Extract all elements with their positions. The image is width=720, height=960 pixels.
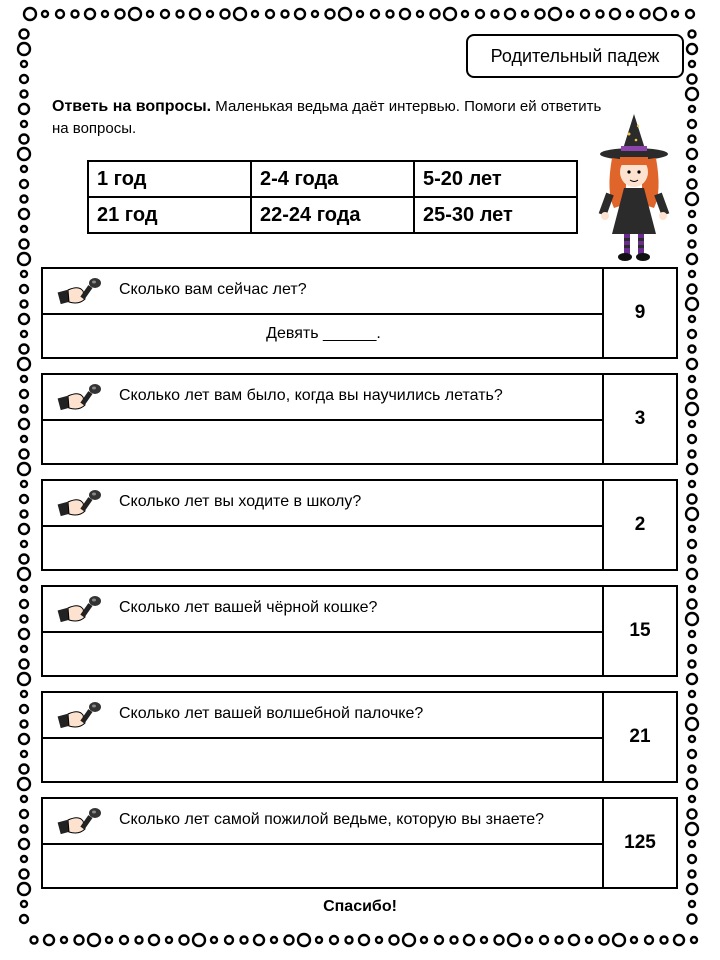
border-circle (316, 937, 322, 943)
border-circle (688, 390, 697, 399)
border-circle (19, 314, 29, 324)
border-circle (687, 359, 697, 369)
border-circle (20, 240, 29, 249)
border-circle (687, 569, 697, 579)
border-circle (20, 450, 29, 459)
question-box (41, 585, 678, 677)
border-circle (540, 936, 548, 944)
border-circle (136, 937, 143, 944)
question-box (41, 479, 678, 571)
border-circle (20, 30, 29, 39)
border-circle (20, 600, 28, 608)
border-circle (586, 937, 592, 943)
border-circle (298, 934, 310, 946)
question-divider (43, 843, 604, 845)
question-number: 15 (629, 620, 651, 641)
border-circle (597, 11, 604, 18)
question-divider (43, 631, 604, 633)
instructions-lead: Ответь на вопросы. (52, 98, 212, 115)
border-circle (21, 121, 27, 127)
border-circle (21, 436, 27, 442)
border-circle (18, 358, 30, 370)
border-circle (271, 937, 277, 943)
border-circle (689, 106, 695, 112)
border-circle (431, 10, 440, 19)
border-circle (75, 936, 84, 945)
border-circle (20, 915, 28, 923)
border-circle (691, 937, 697, 943)
microphone-hand-icon (57, 277, 105, 307)
border-circle (689, 316, 695, 322)
border-circle (403, 934, 415, 946)
border-circle (686, 403, 698, 415)
border-circle (61, 937, 67, 943)
border-circle (21, 481, 27, 487)
border-circle (686, 193, 698, 205)
border-circle (20, 660, 29, 669)
border-circle (686, 613, 698, 625)
border-circle (225, 936, 233, 944)
border-circle (688, 225, 696, 233)
border-circle (688, 855, 696, 863)
border-circle (19, 734, 29, 744)
border-circle (688, 330, 696, 338)
question-box (41, 267, 678, 359)
border-circle (688, 705, 697, 714)
border-circle (339, 8, 351, 20)
microphone-hand-icon (57, 489, 105, 519)
border-circle (581, 10, 589, 18)
border-circle (193, 934, 205, 946)
worksheet-title: Родительный падеж (466, 34, 684, 78)
question-box (41, 373, 678, 465)
border-circle (180, 936, 189, 945)
border-circle (451, 937, 458, 944)
border-circle (686, 718, 698, 730)
border-circle (19, 104, 29, 114)
border-circle (600, 936, 609, 945)
border-circle (20, 705, 28, 713)
border-circle (492, 11, 499, 18)
border-circle (20, 555, 29, 564)
border-circle (18, 463, 30, 475)
border-circle (326, 10, 335, 19)
question-number: 21 (629, 726, 651, 747)
border-circle (20, 345, 29, 354)
border-circle (21, 91, 28, 98)
border-circle (686, 10, 694, 18)
border-circle (346, 937, 353, 944)
question-number: 125 (624, 832, 656, 853)
border-circle (21, 586, 27, 592)
question-text: Сколько лет вы ходите в школу? (119, 493, 362, 510)
border-circle (20, 390, 28, 398)
border-circle (689, 211, 695, 217)
border-circle (330, 936, 338, 944)
border-circle (417, 11, 423, 17)
border-circle (20, 75, 28, 83)
border-circle (689, 241, 696, 248)
border-circle (88, 934, 100, 946)
border-circle (464, 935, 474, 945)
border-circle (102, 11, 108, 17)
border-circle (526, 937, 532, 943)
border-circle (359, 935, 369, 945)
border-circle (689, 766, 696, 773)
border-circle (18, 883, 30, 895)
border-circle (674, 935, 684, 945)
border-circle (687, 779, 697, 789)
border-circle (252, 11, 258, 17)
age-cell: 21 год (88, 197, 251, 233)
border-circle (687, 464, 697, 474)
question-text: Сколько лет вашей чёрной кошке? (119, 599, 378, 616)
border-circle (688, 600, 697, 609)
border-circle (689, 481, 695, 487)
question-divider (43, 419, 604, 421)
question-number: 3 (634, 408, 646, 429)
border-circle (610, 9, 620, 19)
border-circle (689, 526, 695, 532)
border-circle (688, 75, 697, 84)
border-circle (18, 673, 30, 685)
border-circle (400, 9, 410, 19)
border-circle (689, 661, 696, 668)
border-circle (688, 285, 697, 294)
border-circle (21, 61, 27, 67)
age-table-row (88, 197, 577, 233)
border-circle (44, 935, 54, 945)
microphone-hand-icon (57, 807, 105, 837)
border-circle (106, 937, 112, 943)
border-circle (254, 935, 264, 945)
age-cell: 1 год (88, 161, 251, 197)
border-circle (19, 524, 29, 534)
border-circle (241, 937, 248, 944)
border-circle (462, 11, 468, 17)
microphone-hand-icon (57, 383, 105, 413)
border-circle (21, 511, 28, 518)
question-text: Сколько лет самой пожилой ведьме, которую вы знаете? (119, 811, 545, 828)
border-circle (19, 839, 29, 849)
border-circle (21, 376, 27, 382)
border-circle (147, 11, 153, 17)
border-circle (190, 9, 200, 19)
border-circle (21, 751, 27, 757)
border-circle (688, 540, 696, 548)
border-circle (672, 11, 678, 17)
border-circle (161, 10, 169, 18)
border-circle (21, 721, 28, 728)
border-circle (435, 936, 443, 944)
border-circle (421, 937, 427, 943)
border-circle (641, 10, 650, 19)
border-circle (18, 568, 30, 580)
age-cell: 5-20 лет (414, 161, 577, 197)
border-circle (549, 8, 561, 20)
border-circle (689, 421, 695, 427)
border-circle (689, 691, 695, 697)
question-number: 2 (634, 514, 646, 535)
border-circle (21, 826, 28, 833)
border-circle (686, 298, 698, 310)
border-circle (688, 750, 696, 758)
border-circle (387, 11, 394, 18)
border-circle (688, 180, 697, 189)
border-circle (282, 11, 289, 18)
border-circle (21, 331, 27, 337)
border-circle (357, 11, 363, 17)
border-circle (42, 11, 48, 17)
border-circle (120, 936, 128, 944)
border-circle (20, 765, 29, 774)
border-circle (207, 11, 213, 17)
border-circle (687, 884, 697, 894)
border-circle (166, 937, 172, 943)
border-circle (689, 271, 695, 277)
border-circle (221, 10, 230, 19)
border-circle (627, 11, 633, 17)
border-circle (654, 8, 666, 20)
border-circle (19, 419, 29, 429)
border-circle (18, 253, 30, 265)
answer-line[interactable]: Девять ______. (266, 325, 381, 342)
border-circle (567, 11, 573, 17)
border-circle (476, 10, 484, 18)
question-divider (43, 525, 604, 527)
border-circle (24, 8, 36, 20)
question-divider (43, 313, 604, 315)
border-circle (689, 841, 695, 847)
border-circle (689, 796, 695, 802)
border-circle (688, 645, 696, 653)
border-circle (689, 556, 696, 563)
border-circle (266, 10, 274, 18)
border-circle (295, 9, 305, 19)
border-circle (18, 778, 30, 790)
age-cell: 25-30 лет (414, 197, 577, 233)
thanks-text: Спасибо! (323, 898, 397, 915)
border-circle (687, 149, 697, 159)
border-circle (116, 10, 125, 19)
border-circle (177, 11, 184, 18)
question-box (41, 797, 678, 889)
border-circle (21, 796, 27, 802)
border-circle (689, 61, 695, 67)
border-circle (19, 629, 29, 639)
border-circle (689, 631, 695, 637)
border-circle (686, 88, 698, 100)
border-circle (21, 646, 27, 652)
border-circle (689, 736, 695, 742)
border-circle (21, 226, 27, 232)
border-circle (21, 541, 27, 547)
border-circle (371, 10, 379, 18)
age-cell: 2-4 года (251, 161, 414, 197)
border-circle (569, 935, 579, 945)
border-circle (20, 285, 28, 293)
border-circle (20, 495, 28, 503)
border-circle (508, 934, 520, 946)
border-circle (481, 937, 487, 943)
border-circle (20, 180, 28, 188)
border-circle (631, 937, 637, 943)
question-text: Сколько лет вашей волшебной палочке? (119, 705, 424, 722)
border-circle (689, 376, 695, 382)
border-circle (689, 31, 696, 38)
border-circle (376, 937, 382, 943)
border-circle (21, 271, 27, 277)
instructions (52, 96, 612, 140)
border-circle (661, 937, 668, 944)
instructions-text: Маленькая ведьма даёт интервью. Помоги ей ответить на вопросы. (52, 98, 602, 137)
border-circle (21, 691, 27, 697)
border-circle (495, 936, 504, 945)
border-circle (21, 301, 28, 308)
border-circle (85, 9, 95, 19)
border-circle (556, 937, 563, 944)
border-circle (21, 856, 27, 862)
border-circle (129, 8, 141, 20)
border-circle (21, 166, 27, 172)
border-circle (21, 616, 28, 623)
border-circle (686, 508, 698, 520)
border-circle (285, 936, 294, 945)
microphone-hand-icon (57, 595, 105, 625)
border-circle (312, 11, 318, 17)
border-circle (20, 810, 28, 818)
border-circle (444, 8, 456, 20)
border-circle (21, 196, 28, 203)
border-circle (211, 937, 217, 943)
border-circle (689, 451, 696, 458)
border-circle (687, 44, 697, 54)
border-circle (505, 9, 515, 19)
border-circle (536, 10, 545, 19)
border-circle (613, 934, 625, 946)
border-circle (31, 937, 38, 944)
border-circle (645, 936, 653, 944)
border-circle (688, 435, 696, 443)
border-circle (688, 495, 697, 504)
question-box (41, 691, 678, 783)
question-text: Сколько лет вам было, когда вы научились летать? (119, 387, 503, 404)
border-circle (687, 674, 697, 684)
border-circle (689, 586, 695, 592)
border-circle (390, 936, 399, 945)
age-cell: 22-24 года (251, 197, 414, 233)
border-circle (689, 166, 695, 172)
border-circle (688, 120, 696, 128)
border-circle (689, 136, 696, 143)
microphone-hand-icon (57, 701, 105, 731)
border-circle (19, 209, 29, 219)
border-circle (688, 810, 697, 819)
border-circle (686, 823, 698, 835)
border-circle (72, 11, 79, 18)
border-circle (689, 871, 696, 878)
question-divider (43, 737, 604, 739)
border-circle (687, 254, 697, 264)
border-circle (20, 870, 29, 879)
border-circle (522, 11, 528, 17)
age-table-row (88, 161, 577, 197)
border-circle (234, 8, 246, 20)
border-circle (149, 935, 159, 945)
border-circle (18, 43, 30, 55)
age-table (87, 160, 578, 234)
border-circle (56, 10, 64, 18)
question-number: 9 (634, 302, 646, 323)
witch-illustration (596, 112, 672, 262)
question-text: Сколько вам сейчас лет? (119, 281, 307, 298)
border-circle (20, 135, 29, 144)
border-circle (689, 346, 696, 353)
border-circle (18, 148, 30, 160)
border-circle (21, 406, 28, 413)
